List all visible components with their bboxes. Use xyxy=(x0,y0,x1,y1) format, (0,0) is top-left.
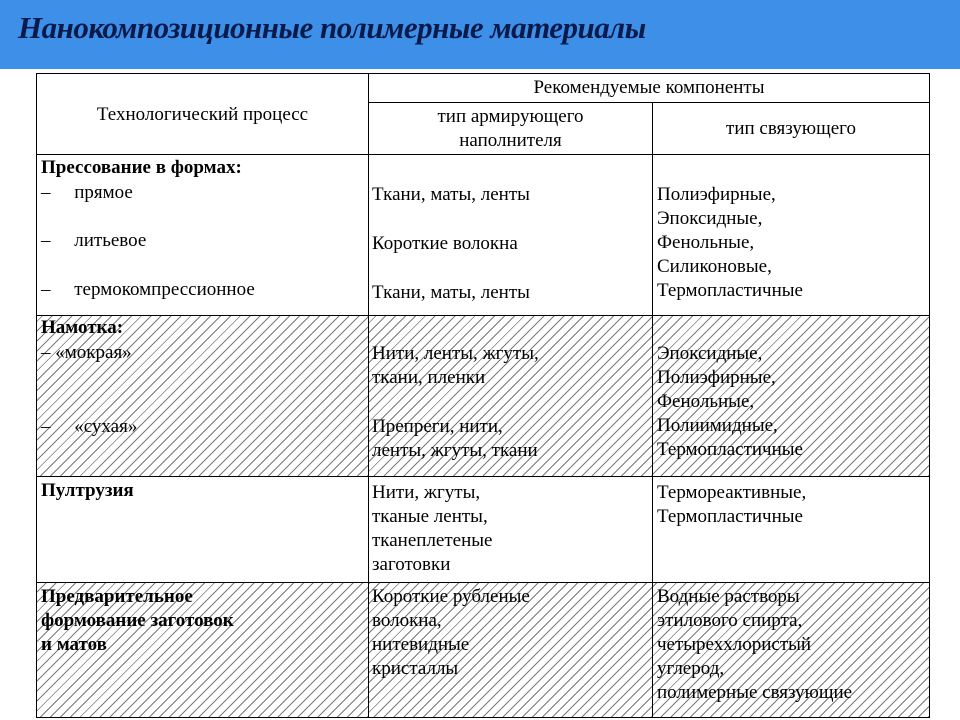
row-pressing-item: – литьевое xyxy=(41,230,147,251)
row-pressing-binder-line: Эпоксидные, xyxy=(657,208,763,229)
row-preforming-binder-line: четыреххлористый xyxy=(657,634,812,655)
row-pressing-binder-line: Полиэфирные, xyxy=(657,184,776,205)
slide-title: Нанокомпозиционные полимерные материалы xyxy=(18,10,646,45)
row-pultrusion-filler-line: тканеплетеные xyxy=(372,530,493,551)
row-pressing-item: – прямое xyxy=(41,182,133,203)
row-winding-filler-line: Препреги, нити, xyxy=(372,416,503,437)
row-preforming-title-line: Предварительное xyxy=(41,586,193,607)
row-pultrusion-binder-line: Термореактивные, xyxy=(657,482,807,503)
row-preforming-process-cell xyxy=(36,582,369,718)
row-winding-binder-cell xyxy=(652,315,930,477)
row-preforming-binder-line: полимерные связующие xyxy=(657,682,853,703)
header-filler-line1: тип армирующего xyxy=(437,106,584,127)
row-winding-item: – «мокрая» xyxy=(41,342,132,363)
row-winding-title: Намотка: xyxy=(41,317,124,338)
row-winding-filler-cell xyxy=(368,315,653,477)
row-pultrusion-filler-line: тканые ленты, xyxy=(372,506,488,527)
header-filler-cell xyxy=(368,102,653,155)
row-pressing-filler-line: Ткани, маты, ленты xyxy=(372,282,530,303)
components-table xyxy=(36,73,930,718)
row-winding-binder-line: Фенольные, xyxy=(657,391,755,412)
header-binder-cell xyxy=(652,102,930,155)
row-pressing-filler-cell xyxy=(368,154,653,316)
row-pultrusion-binder-line: Термопластичные xyxy=(657,506,803,527)
row-preforming-filler-line: Короткие рубленые xyxy=(372,586,530,607)
header-binder-label: тип связующего xyxy=(726,118,856,139)
row-preforming-filler-cell xyxy=(368,582,653,718)
row-preforming-filler-line: кристаллы xyxy=(372,658,459,679)
row-preforming-binder-line: Водные растворы xyxy=(657,586,800,607)
row-pressing-item: – термокомпрессионное xyxy=(41,279,255,300)
row-pressing-binder-line: Силиконовые, xyxy=(657,256,772,277)
row-preforming-filler-line: нитевидные xyxy=(372,634,470,655)
row-preforming-filler-line: волокна, xyxy=(372,610,442,631)
row-preforming-title-line: формование заготовок xyxy=(41,610,234,631)
row-pultrusion-binder-cell xyxy=(652,476,930,583)
row-winding-binder-line: Полиэфирные, xyxy=(657,367,776,388)
header-process-label: Технологический процесс xyxy=(96,104,309,125)
row-pultrusion-process-cell xyxy=(36,476,369,583)
row-pressing-filler-line: Короткие волокна xyxy=(372,233,518,254)
row-pressing-process-cell xyxy=(36,154,369,316)
row-pressing-binder-line: Фенольные, xyxy=(657,232,755,253)
row-winding-filler-line: ленты, жгуты, ткани xyxy=(372,440,538,461)
header-process-cell xyxy=(36,73,369,155)
row-preforming-title-line: и матов xyxy=(41,634,107,655)
row-pressing-filler-line: Ткани, маты, ленты xyxy=(372,184,530,205)
title-bar xyxy=(0,0,960,69)
row-pultrusion-filler-line: заготовки xyxy=(372,554,451,575)
row-winding-filler-line: Нити, ленты, жгуты, xyxy=(372,343,539,364)
row-winding-item: – «сухая» xyxy=(41,416,138,437)
row-pultrusion-title: Пултрузия xyxy=(41,480,134,501)
header-recommended-label: Рекомендуемые компоненты xyxy=(533,77,765,98)
row-pressing-binder-line: Термопластичные xyxy=(657,280,803,301)
row-winding-binder-line: Эпоксидные, xyxy=(657,343,763,364)
row-pressing-title: Прессование в формах: xyxy=(41,157,242,178)
row-winding-filler-line: ткани, пленки xyxy=(372,367,486,388)
row-pressing-binder-cell xyxy=(652,154,930,316)
row-winding-binder-line: Полиимидные, xyxy=(657,415,778,436)
row-pultrusion-filler-cell xyxy=(368,476,653,583)
row-winding-binder-line: Термопластичные xyxy=(657,439,803,460)
row-preforming-binder-cell xyxy=(652,582,930,718)
row-winding-process-cell xyxy=(36,315,369,477)
header-recommended-cell xyxy=(368,73,930,103)
row-pultrusion-filler-line: Нити, жгуты, xyxy=(372,482,481,503)
row-preforming-binder-line: углерод, xyxy=(657,658,725,679)
row-preforming-binder-line: этилового спирта, xyxy=(657,610,803,631)
header-filler-line2: наполнителя xyxy=(459,130,562,151)
